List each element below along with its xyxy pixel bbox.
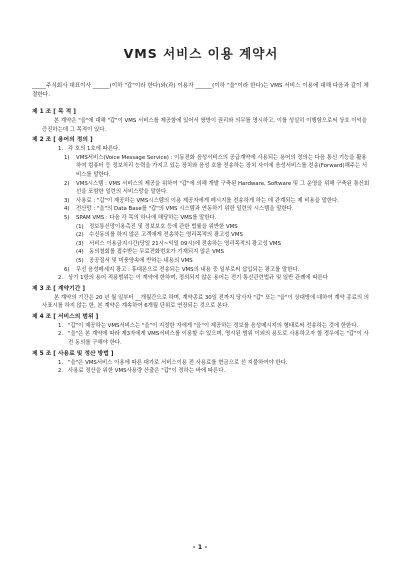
item-text: 사용료 : "갑"이 제공하는 VMS시스템의 이용 제공자에게 메시지를 전송하게 하는 데 관계되는 제 비용을 말한다. xyxy=(76,197,339,204)
spam-subitem xyxy=(32,248,370,257)
item-text: 각 호의 1호에 따른다. xyxy=(68,146,120,153)
definition-item xyxy=(32,266,370,275)
spam-subitem xyxy=(32,257,370,266)
item-number: 3) xyxy=(64,197,70,204)
list-item xyxy=(32,322,370,331)
article-2 xyxy=(32,136,370,283)
item-text: VMS시스템 : VMS 서비스의 제공을 위하여 "갑"에 의해 개발 구축된 Hardware, Software 및 그 운영을 위해 구축된 통신회선을 포함한 일련의 서비스망을 말한다. xyxy=(76,180,370,196)
definition-item xyxy=(32,205,370,214)
article-items xyxy=(32,359,370,376)
item-number: (3) xyxy=(76,240,84,247)
list-item xyxy=(32,330,370,347)
list-item xyxy=(32,359,370,368)
item-text: 상기 1항의 용어 적용범위는 이 계약에 한하며, 정의되지 않은 용어는 전기 통신관련법규 및 일반 관례에 따른다 xyxy=(68,275,328,282)
definition-item xyxy=(32,154,370,180)
item-number: 1. xyxy=(58,146,64,153)
item-text: 공공질서 및 미풍양속에 반하는 내용의 VMS xyxy=(89,257,193,264)
item-text: 서비스 이용금지시간(당일 21시~익일 09시)에 전송하는 영리목적의 광고성 VMS xyxy=(89,240,282,247)
item-text: 정보통신망이용촉진 및 정보보호 등에 관한 법률을 위반한 VMS xyxy=(89,223,238,230)
item-number: 2) xyxy=(64,180,70,187)
item-number: 1. xyxy=(58,359,64,366)
item-text: SPAM VMS : 다음 각 목의 하나에 해당하는 VMS를 말한다. xyxy=(76,214,217,221)
article-items xyxy=(32,145,370,283)
item-number: (5) xyxy=(76,257,84,264)
article-items xyxy=(32,322,370,348)
item-text: "을"은 본 계약에 따라 제3자에게 VMS서비스를 이용할 수 있으며, 명시된 범위 이외의 용도로 사용하고자 할 경우에는 "갑"이 사전 동의를 구해야 한다. xyxy=(68,331,369,347)
item-text: "갑"이 제공하는 VMS서비스는 "을"이 지정한 자에게 "을"이 제공하는 정보를 음성메시지의 형태로써 전송하는 것에 한한다. xyxy=(68,322,359,329)
intro-paragraph: _____주식회사 대표이사 ______(이하 "갑"이라 한다)와(과) 이용자 ______(이하 "을"이라 한다)는 VMS 서비스 이용에 대해 다음과 같이 체결한다. xyxy=(32,83,369,98)
article-title: 제 4 조 [ 서비스의 범위 ] xyxy=(32,313,99,320)
article-title: 제 5 조 [ 사용료 및 정산 방법 ] xyxy=(32,350,114,357)
item-text: 동의철회를 접수받는 무료전화번호가 기재되지 않은 VMS xyxy=(89,249,224,256)
article-3 xyxy=(32,285,370,311)
item-number: (1) xyxy=(76,223,84,230)
item-number: 1) xyxy=(64,154,70,161)
article-body: 본 계약의 기간은 20 년 월 일부터 __개월간으로 하며, 계약종료 30일 전까지 당사자 "갑" 또는 "을"이 상대방에 대하여 계약 종료의 의사표시를 하지 않는 한, 본 계약은 계속하여 6개월 단위로 연장되는 것으로 본다. xyxy=(42,294,369,310)
item-number: 6) xyxy=(64,266,70,273)
item-text: 무선 음성메세지 광고 : 휴대폰으로 전송되는 VMS의 내용 중 일부로써 삽입되는 광고를 말한다. xyxy=(76,266,300,273)
list-item xyxy=(32,274,370,283)
spam-subitem xyxy=(32,231,370,240)
article-body: 본 계약은 "을"에 대해 "갑"이 VMS 서비스를 제공함에 있어서 쌍방이 권리와 의무를 명시하고, 이를 성실히 이행함으로써 상호 이익을 증진하는데 그 목적이 있다. xyxy=(42,118,367,133)
article-1 xyxy=(32,108,370,134)
item-number: 2. xyxy=(58,368,64,375)
item-text: "을"은 VMS서비스 이용에 따른 대가로 서비스이용 전 사용료를 현금으로 선 지불하여야 한다. xyxy=(68,359,288,366)
item-number: 5) xyxy=(64,214,70,221)
definition-item xyxy=(32,197,370,206)
item-number: 4) xyxy=(64,206,70,213)
article-5 xyxy=(32,350,370,376)
spam-subitem xyxy=(32,240,370,249)
article-title: 제 3 조 [ 계약기간 ] xyxy=(32,285,86,292)
page-number: - 1 - xyxy=(192,543,208,551)
document-title: VMS 서비스 이용 계약서 xyxy=(123,46,279,61)
item-number: (4) xyxy=(76,249,84,256)
article-title: 제 2 조 [ 용어의 정의 ] xyxy=(32,137,93,144)
item-number: 2. xyxy=(58,275,64,282)
item-text: 수신동의를 하지 않은 고객에게 전송하는 영리목적의 광고성 VMS xyxy=(89,232,243,239)
definition-item xyxy=(32,180,370,197)
list-item xyxy=(32,145,370,154)
item-text: 사용료 정산을 위한 VMS사용량 산출은 "갑"이 정하는 바에 따른다. xyxy=(68,368,226,375)
definition-item xyxy=(32,214,370,223)
list-item xyxy=(32,367,370,376)
article-title: 제 1 조 [ 목 적 ] xyxy=(32,109,76,115)
item-number: (2) xyxy=(76,232,84,239)
item-number: 1. xyxy=(58,322,64,329)
item-text: 전산망 : "을"의 Data Base를 "갑"의 VMS 시스템과 연동하기 위한 일련의 시스템을 말한다. xyxy=(76,206,294,213)
item-number: 2. xyxy=(58,331,64,338)
article-4 xyxy=(32,313,370,348)
spam-subitem xyxy=(32,223,370,232)
item-text: VMS서비스(Voice Message Service) : 이동전화 음성서비스의 공급계약에 사용되는 용어의 정의는 다음 통신 기능을 활용하여 컴퓨터 등 정보처리 능력을 가지고 있는 장치와 음성 호를 전송하는 장치 사이에 음성서비스를 전송(Forward)해주는 서비스를 말한다. xyxy=(76,154,368,178)
